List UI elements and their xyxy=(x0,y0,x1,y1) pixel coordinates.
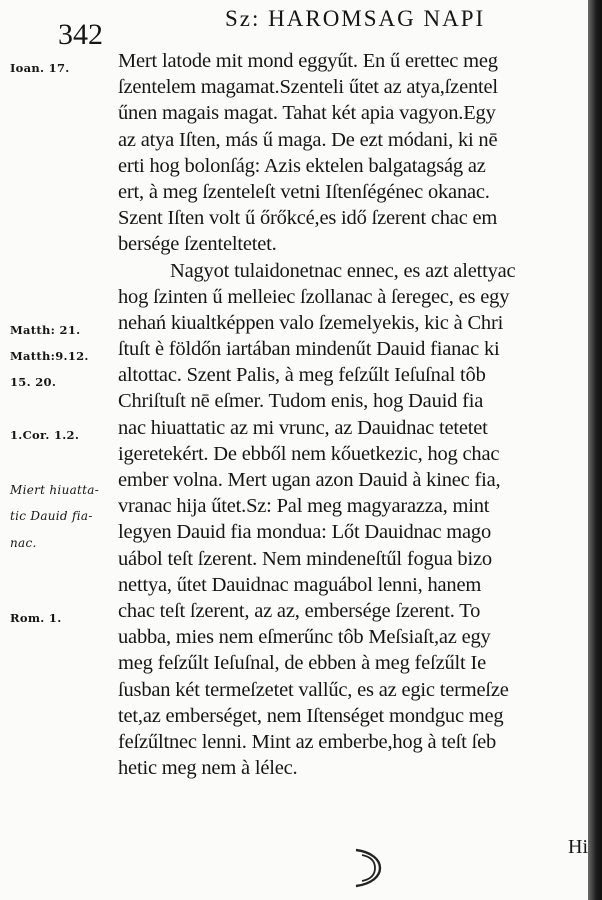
text-line: nehań kiualtképpen valo ſzemelyekis, kic à Chri xyxy=(118,311,504,334)
text-line: ſusban két termeſzetet vallűc, es az egic termeſze xyxy=(118,678,509,701)
text-line: ſzentelem magamat.Szenteli űtet az atya,ſzentel xyxy=(118,76,498,99)
text-line: chac teſt ſzerent, az az, embersége ſzerent. To xyxy=(118,599,481,622)
text-line: Chriſtuſt nē eſmer. Tudom enis, hog Dauid fia xyxy=(118,390,484,413)
margin-note: nac. xyxy=(10,535,37,550)
text-line: Nagyot tulaidonetnac ennec, es azt alettyac xyxy=(170,259,516,282)
margin-note: Miert hiuatta- xyxy=(10,483,100,498)
text-line: ſtuſt è földőn iartában mindenűt Dauid fianac ki xyxy=(118,338,500,361)
text-line: nettya, űtet Dauidnac maguábol lenni, hanem xyxy=(118,573,482,596)
text-line: vranac hija űtet.Sz: Pal meg magyarazza, mint xyxy=(118,495,490,518)
text-line: Szent Iſten volt ű őrőkcé,es idő ſzerent chac em xyxy=(118,207,498,230)
margin-note: Rom. 1. xyxy=(10,611,62,626)
running-head-main: Sz: HAROMSAG NAPI xyxy=(225,6,486,31)
text-line: hog ſzinten ű melleiec ſzollanac à ſeregec, es egy xyxy=(118,285,510,308)
text-line: űnen magais magat. Tahat két apia vagyon.Egy xyxy=(118,102,496,125)
margin-note: Ioan. 17. xyxy=(10,61,70,75)
text-line: ember volna. Mert ugan azon Dauid à kinec fia, xyxy=(118,469,501,491)
catchword: Hi xyxy=(568,836,588,858)
text-line: Mert latode mit mond eggyűt. En ű erettec meg xyxy=(118,50,498,72)
text-line: uabba, mies nem eſmerűnc tôb Meſsiaſt,az egy xyxy=(118,626,491,649)
text-line: nac hiuattatic az mi vrunc, az Dauidnac tetetet xyxy=(118,416,488,439)
body-text xyxy=(118,48,594,781)
end-ornament-icon xyxy=(350,846,390,890)
text-line: igeretekért. De ebből nem kőuetkezic, hog chac xyxy=(118,442,500,465)
margin-note: 15. 20. xyxy=(10,375,57,390)
text-line: meg feſzűlt Ieſuſnal, de ebben à meg feſzűlt Ie xyxy=(118,652,486,675)
margin-note: tic Dauid fia- xyxy=(10,509,93,524)
text-line: uábol teſt ſzerent. Nem mindeneſtűl fogua bizo xyxy=(118,547,492,570)
page-number: 342 xyxy=(58,18,103,51)
text-line: erti hog bolonſág: Azis ektelen balgatagság az xyxy=(118,154,486,177)
running-head xyxy=(225,6,590,35)
text-line: az atya Iſten, más ű maga. De ezt módani, ki nē xyxy=(118,128,498,151)
margin-note: Matth: 21. xyxy=(10,323,81,337)
text-line: ert, à meg ſzenteleſt vetni Iſtenſégénec okanac. xyxy=(118,180,490,203)
text-line: bersége ſzenteltetet. xyxy=(118,233,277,256)
margin-note: 1.Cor. 1.2. xyxy=(10,427,80,442)
text-line: tet,az emberséget, nem Iſtenséget mondguc meg xyxy=(118,704,504,727)
margin-note: Matth:9.12. xyxy=(10,349,89,364)
text-line: hetic meg nem à lélec. xyxy=(118,757,298,780)
text-line: feſzűltnec lenni. Mint az emberbe,hog à teſt ſeb xyxy=(118,730,497,753)
text-line: legyen Dauid fia mondua: Lőt Dauidnac mago xyxy=(118,521,492,544)
text-line: altottac. Szent Palis, à meg feſzűlt Ieſuſnal tôb xyxy=(118,364,486,387)
